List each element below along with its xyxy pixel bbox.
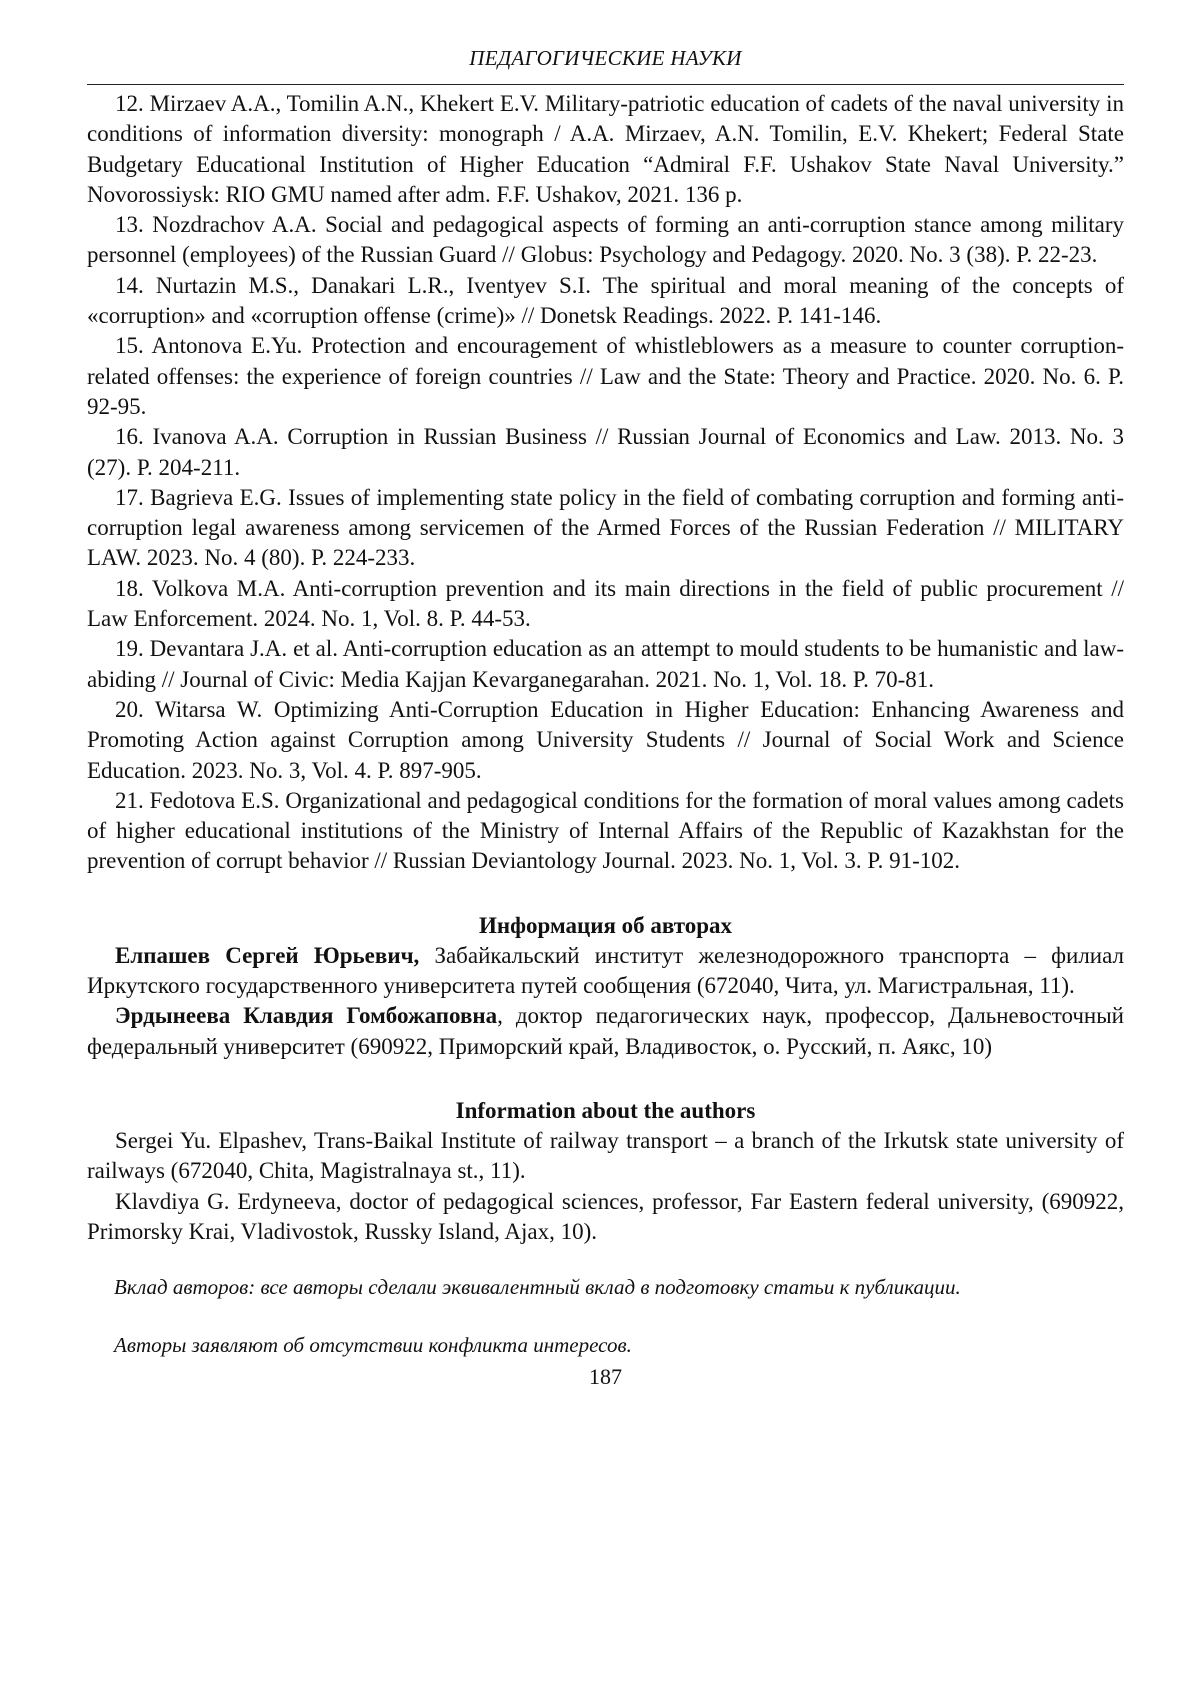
reference-item: 18. Volkova M.A. Anti-corruption prevention and its main directions in the field of public procurement // Law Enforcement. 2024. No. 1, Vol. 8. P. 44-53. bbox=[87, 575, 1124, 632]
page-number: 187 bbox=[589, 1364, 622, 1390]
reference-item: 20. Witarsa W. Optimizing Anti-Corruption Education in Higher Education: Enhancing Awareness and Promoting Action against Corruption among University Students // Journal of Social Work and Science Education. 2023. No. 3, Vol. 4. P. 897-905. bbox=[87, 696, 1124, 783]
authors-heading-en: Information about the authors bbox=[455, 1097, 756, 1123]
author-info-ru bbox=[87, 1001, 1124, 1062]
reference-item: 19. Devantara J.A. et al. Anti-corruption education as an attempt to mould students to be humanistic and law-abiding // Journal of Civic: Media Kajjan Kevarganegarahan. 2021. No. 1, Vol. 18. P. 70-81. bbox=[87, 636, 1124, 692]
reference-item: 13. Nozdrachov A.A. Social and pedagogical aspects of forming an anti-corruption stance among military personnel (employees) of the Russian Guard // Globus: Psychology and Pedagogy. 2020. No. 3 (38). P. 22-23. bbox=[87, 212, 1124, 268]
reference-item: 14. Nurtazin M.S., Danakari L.R., Iventyev S.I. The spiritual and moral meaning of the concepts of «corruption» and «corruption offense (crime)» // Donetsk Readings. 2022. P. 141-146. bbox=[87, 272, 1124, 329]
reference-item: 16. Ivanova A.A. Corruption in Russian Business // Russian Journal of Economics and Law. 2013. No. 3 (27). P. 204-211. bbox=[87, 424, 1124, 480]
author-info-en: Sergei Yu. Elpashev, Trans-Baikal Institute of railway transport – a branch of the Irkutsk state university of railways (672040, Chita, Magistralnaya st., 11). bbox=[87, 1127, 1124, 1184]
running-head: ПЕДАГОГИЧЕСКИЕ НАУКИ bbox=[87, 44, 1124, 85]
author-info-en: Klavdiya G. Erdyneeva, doctor of pedagogical sciences, professor, Far Eastern federal university, (690922, Primorsky Krai, Vladivostok, Russky Island, Ajax, 10). bbox=[87, 1188, 1124, 1244]
page bbox=[87, 44, 1124, 1391]
author-details: , доктор педагогических наук, профессор, Дальневосточный федеральный университет (690922, Приморский край, Владивосток, о. Русский, п. Аякс, 10) bbox=[87, 1003, 1124, 1059]
author-name: Елпашев Сергей Юрьевич, bbox=[115, 942, 420, 968]
author-info-ru bbox=[87, 941, 1124, 1002]
conflict-note: Авторы заявляют об отсутствии конфликта интересов. bbox=[114, 1333, 632, 1358]
authors-heading-ru: Информация об авторах bbox=[478, 912, 733, 938]
reference-item: 15. Antonova E.Yu. Protection and encouragement of whistleblowers as a measure to counter corruption-related offenses: the experience of foreign countries // Law and the State: Theory and Practice. 2020. No. 6. P. 92-95. bbox=[87, 333, 1124, 419]
reference-list bbox=[87, 89, 1124, 877]
author-name: Эрдынеева Клавдия Гомбожаповна bbox=[115, 1003, 498, 1029]
reference-item: 17. Bagrieva E.G. Issues of implementing state policy in the field of combating corruption and forming anti-corruption legal awareness among servicemen of the Armed Forces of the Russian Federation // MILITARY LAW. 2023. No. 4 (80). P. 224-233. bbox=[87, 484, 1124, 571]
reference-item: 21. Fedotova E.S. Organizational and pedagogical conditions for the formation of moral values among cadets of higher educational institutions of the Ministry of Internal Affairs of the Republic of Kazakhstan for the prevention of corrupt behavior // Russian Deviantology Journal. 2023. No. 1, Vol. 3. P. 91-102. bbox=[87, 787, 1124, 874]
contribution-note: Вклад авторов: все авторы сделали эквивалентный вклад в подготовку статьи к публикации. bbox=[114, 1275, 961, 1300]
author-details: Забайкальский институт железнодорожного транспорта – филиал Иркутского государственного университета путей сообщения (672040, Чита, ул. Магистральная, 11). bbox=[87, 942, 1124, 999]
reference-item: 12. Mirzaev A.A., Tomilin A.N., Khekert E.V. Military-patriotic education of cadets of the naval university in conditions of information diversity: monograph / A.A. Mirzaev, A.N. Tomilin, E.V. Khekert; Federal State Budgetary Educational Institution of Higher Education “Admiral F.F. Ushakov State Naval University.” Novorossiysk: RIO GMU named after adm. F.F. Ushakov, 2021. 136 p. bbox=[87, 91, 1124, 207]
